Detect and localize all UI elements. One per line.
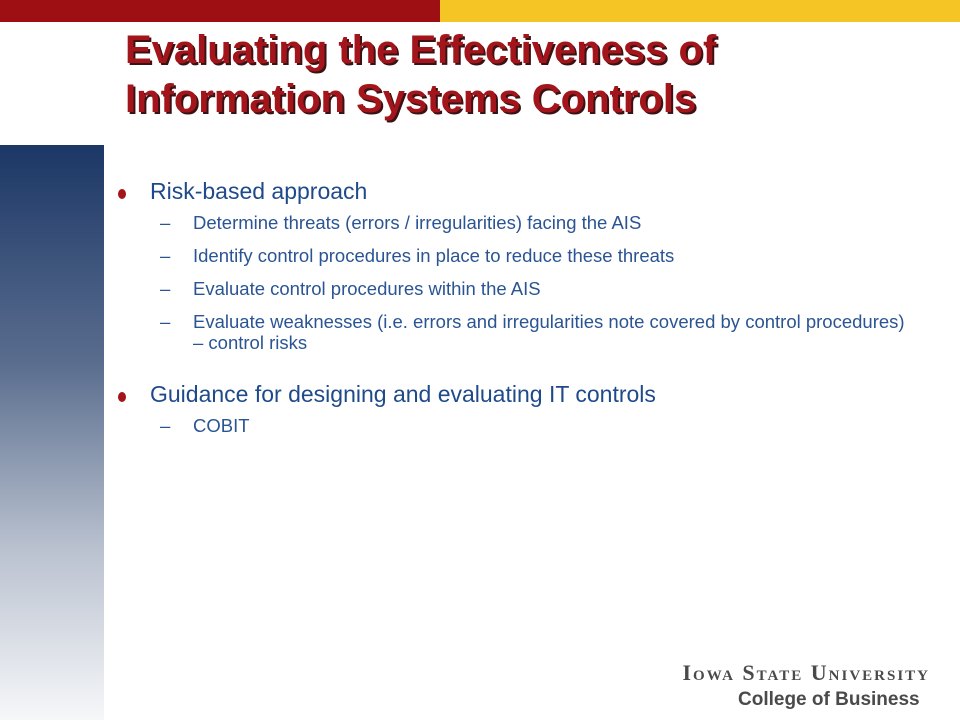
sub-item: [150, 415, 918, 436]
bullet-dot-icon: [118, 392, 126, 402]
slide-title-line-2: Information Systems Controls: [125, 77, 697, 121]
bullet-dot-icon: [118, 189, 126, 199]
logo-college-name: College of Business: [738, 689, 920, 710]
sub-item: [150, 212, 918, 233]
spacer: [118, 365, 918, 379]
dash-marker: –: [160, 212, 171, 233]
bullet-label: Risk-based approach: [150, 178, 368, 204]
bullet-item: [118, 176, 918, 353]
sub-item: [150, 311, 918, 353]
sub-item-text: Evaluate control procedures within the AIS: [193, 278, 541, 299]
dash-marker: –: [160, 311, 171, 332]
slide-content: [118, 176, 918, 448]
sub-list: [150, 415, 918, 436]
slide-title: [125, 26, 925, 124]
sub-item-text: Evaluate weaknesses (i.e. errors and irregularities note covered by control procedures) – control risks: [193, 311, 905, 353]
sub-item: [150, 245, 918, 266]
logo-university-name: Iowa State University: [682, 660, 930, 685]
sub-item-text: Identify control procedures in place to reduce these threats: [193, 245, 675, 266]
top-bar-gold: [440, 0, 960, 22]
bullet-label: Guidance for designing and evaluating IT controls: [150, 381, 656, 407]
university-logo: [630, 660, 930, 711]
dash-marker: –: [160, 415, 171, 436]
bullet-item: [118, 379, 918, 436]
sub-item-text: Determine threats (errors / irregularities) facing the AIS: [193, 212, 642, 233]
slide-title-line-1: Evaluating the Effectiveness of: [125, 28, 717, 72]
sub-list: [150, 212, 918, 353]
top-bar-red: [0, 0, 440, 22]
sub-item-text: COBIT: [193, 415, 250, 436]
sub-item: [150, 278, 918, 299]
dash-marker: –: [160, 245, 171, 266]
side-gradient-bar: [0, 145, 104, 720]
dash-marker: –: [160, 278, 171, 299]
